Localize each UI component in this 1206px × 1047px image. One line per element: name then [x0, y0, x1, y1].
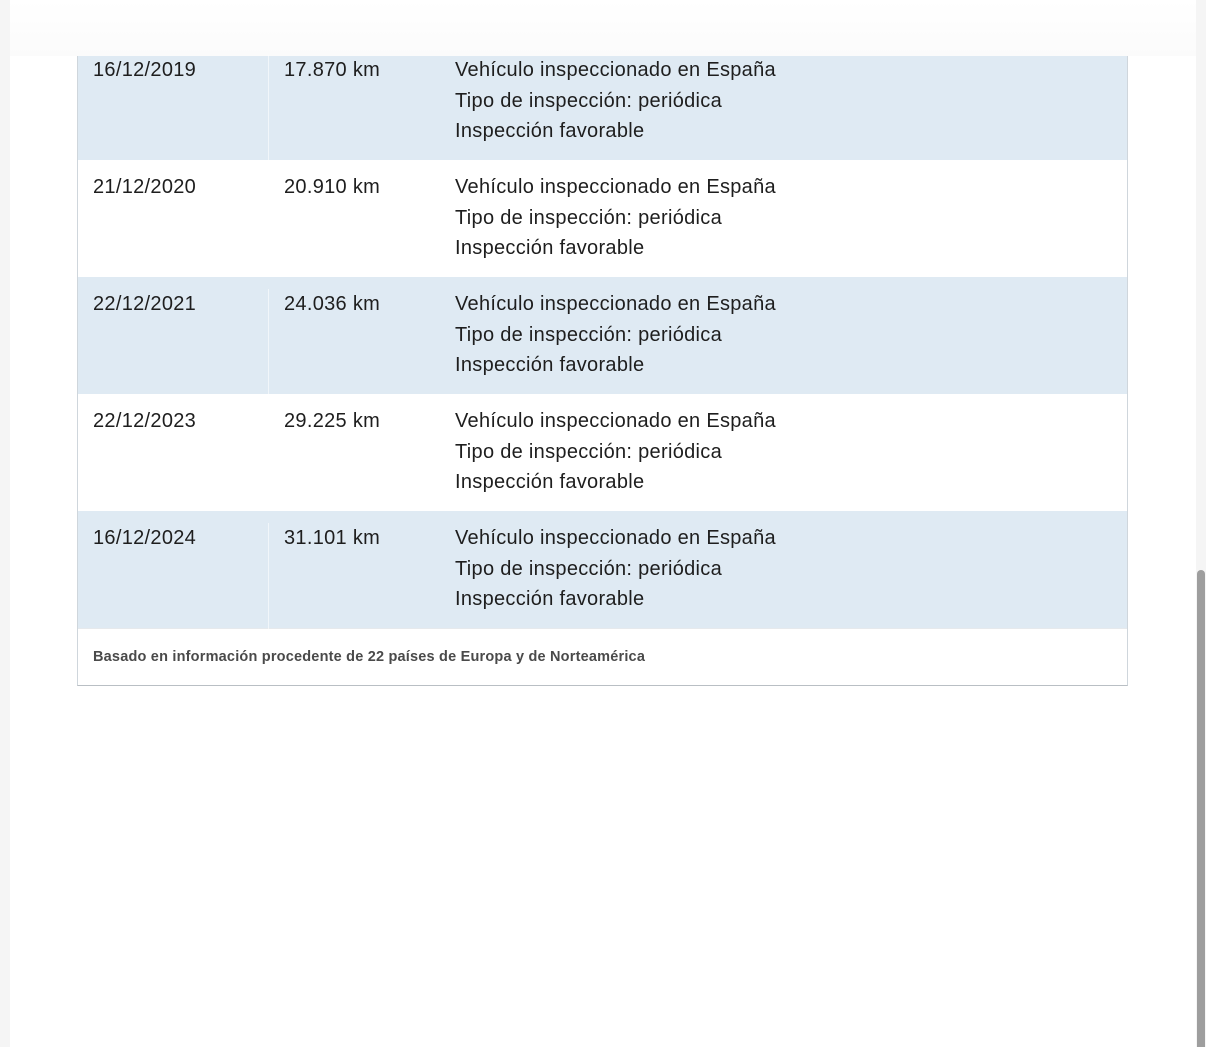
inspection-details [451, 523, 1127, 640]
inspection-mileage: 29.225 km [284, 410, 381, 432]
inspection-date: 22/12/2023 [78, 406, 269, 523]
inspection-type-line: Tipo de inspección: periódica [455, 440, 723, 463]
inspection-details [451, 406, 1127, 523]
inspection-country-line: Vehículo inspeccionado en España [455, 59, 776, 81]
inspection-date: 16/12/2024 [78, 523, 269, 640]
inspection-date: 21/12/2020 [78, 172, 269, 289]
inspection-details [451, 289, 1127, 406]
inspection-result-line: Inspección favorable [455, 588, 645, 610]
inspection-country-line: Vehículo inspeccionado en España [455, 410, 776, 432]
inspection-mileage: 24.036 km [284, 293, 381, 315]
inspection-type-line: Tipo de inspección: periódica [455, 89, 723, 112]
inspection-mileage: 31.101 km [284, 527, 381, 549]
inspection-mileage: 20.910 km [284, 176, 381, 198]
table-row [78, 56, 1127, 160]
inspection-details [451, 55, 1127, 160]
top-header-area [10, 0, 1196, 56]
inspection-result-line: Inspección favorable [455, 237, 645, 259]
inspection-mileage: 17.870 km [284, 59, 381, 81]
table-row [78, 511, 1127, 628]
inspection-type-line: Tipo de inspección: periódica [455, 323, 723, 346]
inspection-country-line: Vehículo inspeccionado en España [455, 293, 776, 315]
page [10, 0, 1196, 1047]
inspection-type-line: Tipo de inspección: periódica [455, 557, 723, 580]
inspection-country-line: Vehículo inspeccionado en España [455, 176, 776, 198]
inspection-type-line: Tipo de inspección: periódica [455, 206, 723, 229]
table-row [78, 394, 1127, 511]
inspection-result-line: Inspección favorable [455, 120, 645, 142]
vertical-scrollbar[interactable] [1197, 570, 1205, 1047]
data-source-note: Basado en información procedente de 22 países de Europa y de Norteamérica [78, 628, 1127, 685]
inspection-result-line: Inspección favorable [455, 354, 645, 376]
inspection-history-table [77, 56, 1128, 686]
inspection-date: 16/12/2019 [78, 55, 269, 160]
table-row [78, 160, 1127, 277]
inspection-date: 22/12/2021 [78, 289, 269, 406]
inspection-details [451, 172, 1127, 289]
inspection-result-line: Inspección favorable [455, 471, 645, 493]
inspection-country-line: Vehículo inspeccionado en España [455, 527, 776, 549]
table-row [78, 277, 1127, 394]
